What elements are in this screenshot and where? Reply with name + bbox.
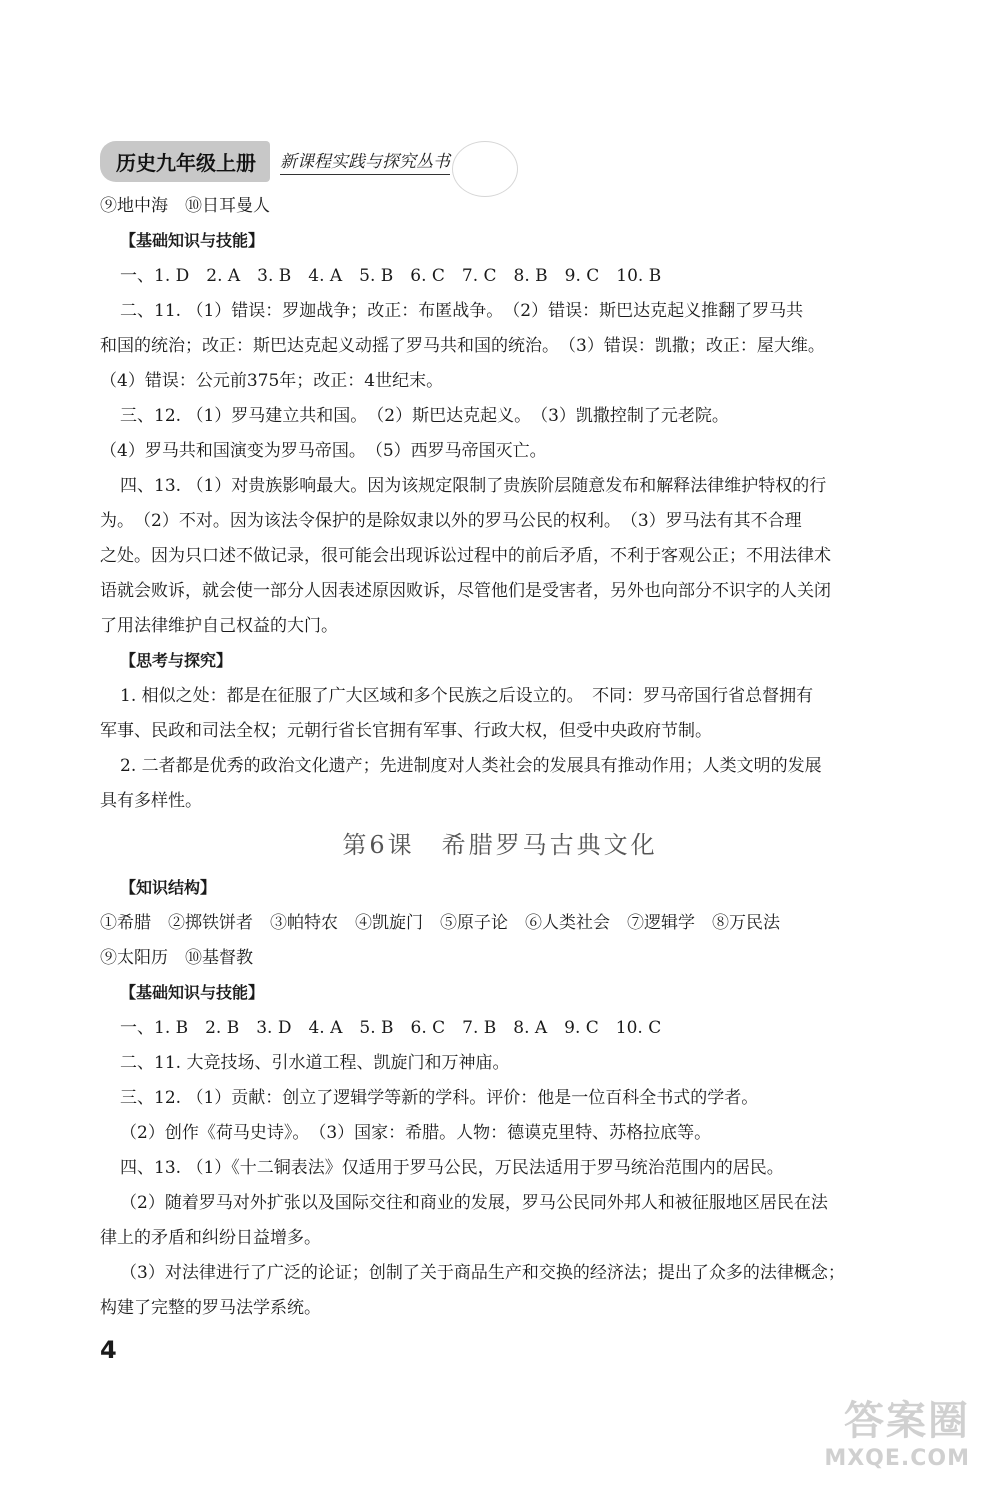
- text-line: 之处。因为只口述不做记录，很可能会出现诉讼过程中的前后矛盾，不利于客观公正；不用法律术: [100, 546, 831, 566]
- section-heading: 【思考与探究】: [120, 651, 233, 670]
- text-line: 四、13. （1）《十二铜表法》仅适用于罗马公民，万民法适用于罗马统治范围内的居民。: [120, 1158, 784, 1178]
- text-line: （2）创作《荷马史诗》。 （3）国家：希腊。人物：德谟克里特、苏格拉底等。: [120, 1123, 712, 1143]
- text-line: 二、11. 大竞技场、引水道工程、凯旋门和万神庙。: [120, 1053, 510, 1073]
- watermark: [824, 1389, 970, 1471]
- watermark-url: MXQE.COM: [824, 1446, 970, 1471]
- text-line: 2. 二者都是优秀的政治文化遗产；先进制度对人类社会的发展具有推动作用；人类文明的发展: [120, 756, 822, 776]
- text-line: 一、1. D 2. A 3. B 4. A 5. B 6. C 7. C 8. B 9. C 10. B: [120, 266, 662, 286]
- page-number: 4: [100, 1336, 117, 1364]
- watermark-logo: 答案圈: [844, 1398, 970, 1444]
- text-line: （4）错误：公元前375年；改正：4世纪末。: [100, 371, 444, 391]
- section-heading: 【知识结构】: [120, 878, 217, 897]
- text-line: 二、11. （1）错误：罗迦战争；改正：布匿战争。 （2）错误：斯巴达克起义推翻了罗马共: [120, 301, 804, 321]
- text-line: 了用法律维护自己权益的大门。: [100, 616, 338, 636]
- page-header: [100, 133, 518, 189]
- text-line: 三、12. （1）罗马建立共和国。 （2）斯巴达克起义。 （3）凯撒控制了元老院。: [120, 406, 729, 426]
- text-line: 律上的矛盾和纠纷日益增多。: [100, 1228, 321, 1248]
- lesson-title: 第6课 希腊罗马古典文化: [342, 831, 658, 859]
- text-line: 语就会败诉，就会使一部分人因表述原因败诉，尽管他们是受害者，另外也向部分不识字的人关闭: [100, 581, 831, 601]
- text-line: 构建了完整的罗马法学系统。: [100, 1298, 321, 1318]
- text-line: ①希腊 ②掷铁饼者 ③帕特农 ④凯旋门 ⑤原子论 ⑥人类社会 ⑦逻辑学 ⑧万民法: [100, 913, 780, 933]
- series-title: 新课程实践与探究丛书: [280, 147, 450, 175]
- section-heading: 【基础知识与技能】: [120, 983, 265, 1002]
- text-line: ⑨太阳历 ⑩基督教: [100, 948, 253, 968]
- seal-stamp: [452, 141, 518, 197]
- text-line: （2）随着罗马对外扩张以及国际交往和商业的发展，罗马公民同外邦人和被征服地区居民在法: [120, 1193, 828, 1213]
- text-line: 三、12. （1）贡献：创立了逻辑学等新的学科。评价：他是一位百科全书式的学者。: [120, 1088, 759, 1108]
- text-line: 军事、民政和司法全权；元朝行省长官拥有军事、行政大权，但受中央政府节制。: [100, 721, 712, 741]
- text-line: （3）对法律进行了广泛的论证；创制了关于商品生产和交换的经济法；提出了众多的法律概念；: [120, 1263, 845, 1283]
- text-line: 和国的统治；改正：斯巴达克起义动摇了罗马共和国的统治。 （3）错误：凯撒；改正：屋大维。: [100, 336, 825, 356]
- text-line: （4）罗马共和国演变为罗马帝国。 （5）西罗马帝国灭亡。: [100, 441, 547, 461]
- section-heading: 【基础知识与技能】: [120, 231, 265, 250]
- text-line: 1. 相似之处：都是在征服了广大区域和多个民族之后设立的。 不同：罗马帝国行省总督拥有: [120, 686, 814, 706]
- text-line: 四、13. （1）对贵族影响最大。因为该规定限制了贵族阶层随意发布和解释法律维护特权的行: [120, 476, 827, 496]
- text-line: 一、1. B 2. B 3. D 4. A 5. B 6. C 7. B 8. A 9. C 10. C: [120, 1018, 662, 1038]
- text-line: 为。 （2）不对。因为该法令保护的是除奴隶以外的罗马公民的权利。 （3）罗马法有其不合理: [100, 511, 802, 531]
- text-line: 具有多样性。: [100, 791, 202, 811]
- text-line: ⑨地中海 ⑩日耳曼人: [100, 196, 270, 216]
- book-title-tab: 历史九年级上册: [100, 141, 270, 182]
